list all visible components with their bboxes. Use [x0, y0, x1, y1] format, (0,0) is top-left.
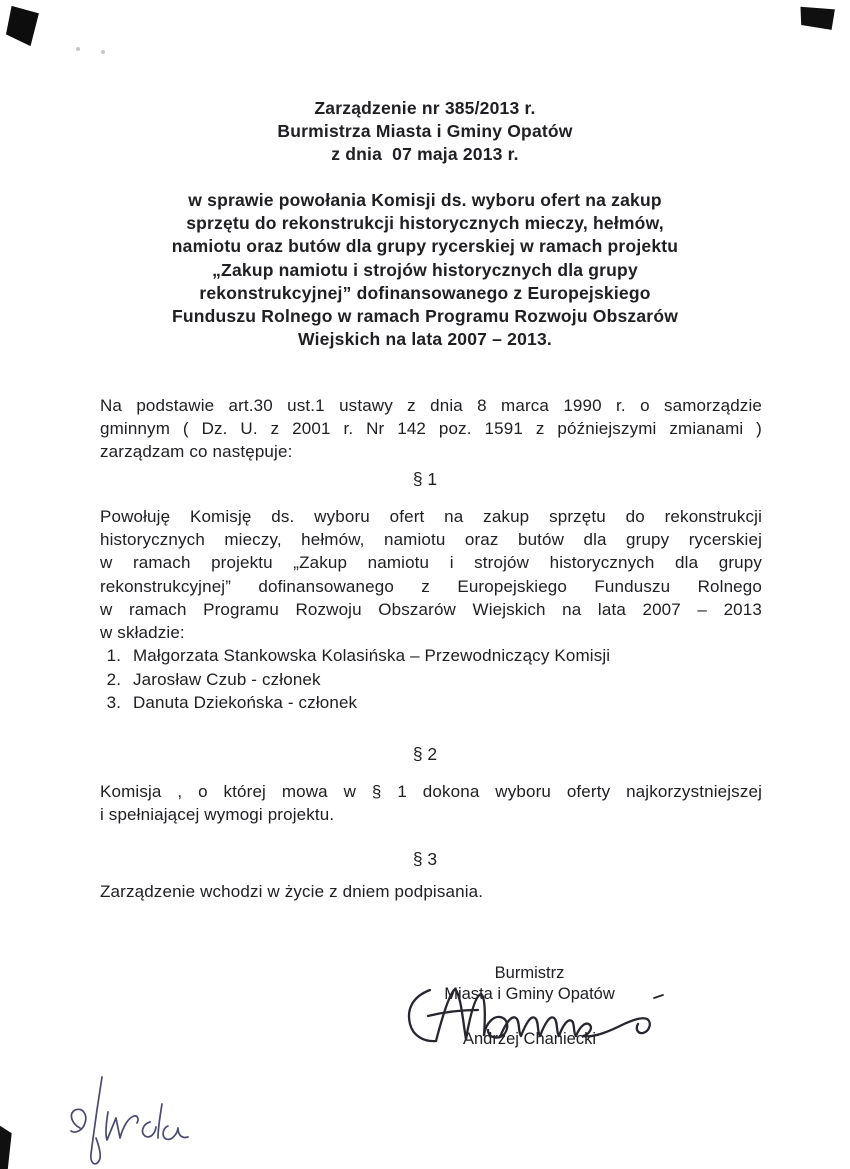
paraph-mark	[50, 1076, 200, 1168]
document-title	[0, 97, 850, 167]
legal-basis-line: gminnym ( Dz. U. z 2001 r. Nr 142 poz. 1591 z późniejszymi zmianami )	[100, 419, 762, 439]
section-2-paragraph	[100, 780, 762, 826]
section-1-heading: § 1	[412, 469, 438, 489]
section-1-paragraph	[100, 505, 762, 714]
subject-line: „Zakup namiotu i strojów historycznych dla grupy	[212, 259, 638, 280]
document-subject	[0, 189, 850, 351]
section-1-line: rekonstrukcyjnej” dofinansowanego z Europejskiego Funduszu Rolnego	[100, 576, 762, 596]
scan-speck	[76, 47, 80, 51]
section-1-line: w składzie:	[100, 623, 185, 643]
section-2-line: Komisja , o której mowa w § 1 dokona wyboru oferty najkorzystniejszej	[100, 782, 762, 801]
scan-speck	[101, 50, 105, 54]
scan-artifact-top-right	[799, 4, 836, 31]
signer-role-line: Burmistrz	[494, 964, 565, 982]
signer-role-line: Miasta i Gminy Opatów	[444, 985, 615, 1003]
commission-member: 3. Danuta Dziekońska - członek	[126, 691, 762, 714]
section-1-line: historycznych mieczy, hełmów, namiotu oraz butów dla grupy rycerskiej	[100, 530, 762, 550]
subject-line: namiotu oraz butów dla grupy rycerskiej w ramach projektu	[171, 236, 679, 257]
commission-member: 1. Małgorzata Stankowska Kolasińska – Przewodniczący Komisji	[126, 644, 762, 667]
section-3-heading: § 3	[412, 849, 438, 869]
legal-basis-line: zarządzam co następuje:	[100, 442, 293, 462]
section-1-line: Powołuję Komisję ds. wyboru ofert na zakup sprzętu do rekonstrukcji	[100, 507, 762, 526]
signer-name: Andrzej Chaniecki	[463, 1030, 596, 1048]
scan-artifact-bottom-left	[0, 1122, 13, 1169]
title-line: Zarządzenie nr 385/2013 r.	[314, 98, 536, 118]
title-line: Burmistrza Miasta i Gminy Opatów	[277, 121, 573, 142]
subject-line: Funduszu Rolnego w ramach Programu Rozwoju Obszarów	[171, 306, 679, 327]
scan-artifact-top-left	[6, 5, 41, 47]
commission-members-list	[100, 644, 762, 714]
section-1-line: w ramach Programu Rozwoju Obszarów Wiejskich na lata 2007 – 2013	[100, 599, 762, 619]
legal-basis-paragraph	[100, 394, 762, 464]
title-line: z dnia 07 maja 2013 r.	[331, 144, 519, 165]
section-2-line: i spełniającej wymogi projektu.	[100, 805, 335, 825]
section-1-line: w ramach projektu „Zakup namiotu i strojów historycznych dla grupy	[100, 553, 762, 573]
subject-line: Wiejskich na lata 2007 – 2013.	[298, 329, 552, 350]
section-2-heading: § 2	[412, 744, 438, 764]
subject-line: rekonstrukcyjnej” dofinansowanego z Europejskiego	[199, 282, 651, 303]
section-3-line: Zarządzenie wchodzi w życie z dniem podpisania.	[100, 882, 484, 901]
subject-line: sprzętu do rekonstrukcji historycznych mieczy, hełmów,	[186, 213, 664, 234]
legal-basis-line: Na podstawie art.30 ust.1 ustawy z dnia 8 marca 1990 r. o samorządzie	[100, 396, 762, 415]
subject-line: w sprawie powołania Komisji ds. wyboru ofert na zakup	[188, 190, 662, 210]
signature-handwritten	[400, 984, 665, 1046]
section-3-paragraph	[100, 880, 762, 903]
commission-member: 2. Jarosław Czub - członek	[126, 668, 762, 691]
